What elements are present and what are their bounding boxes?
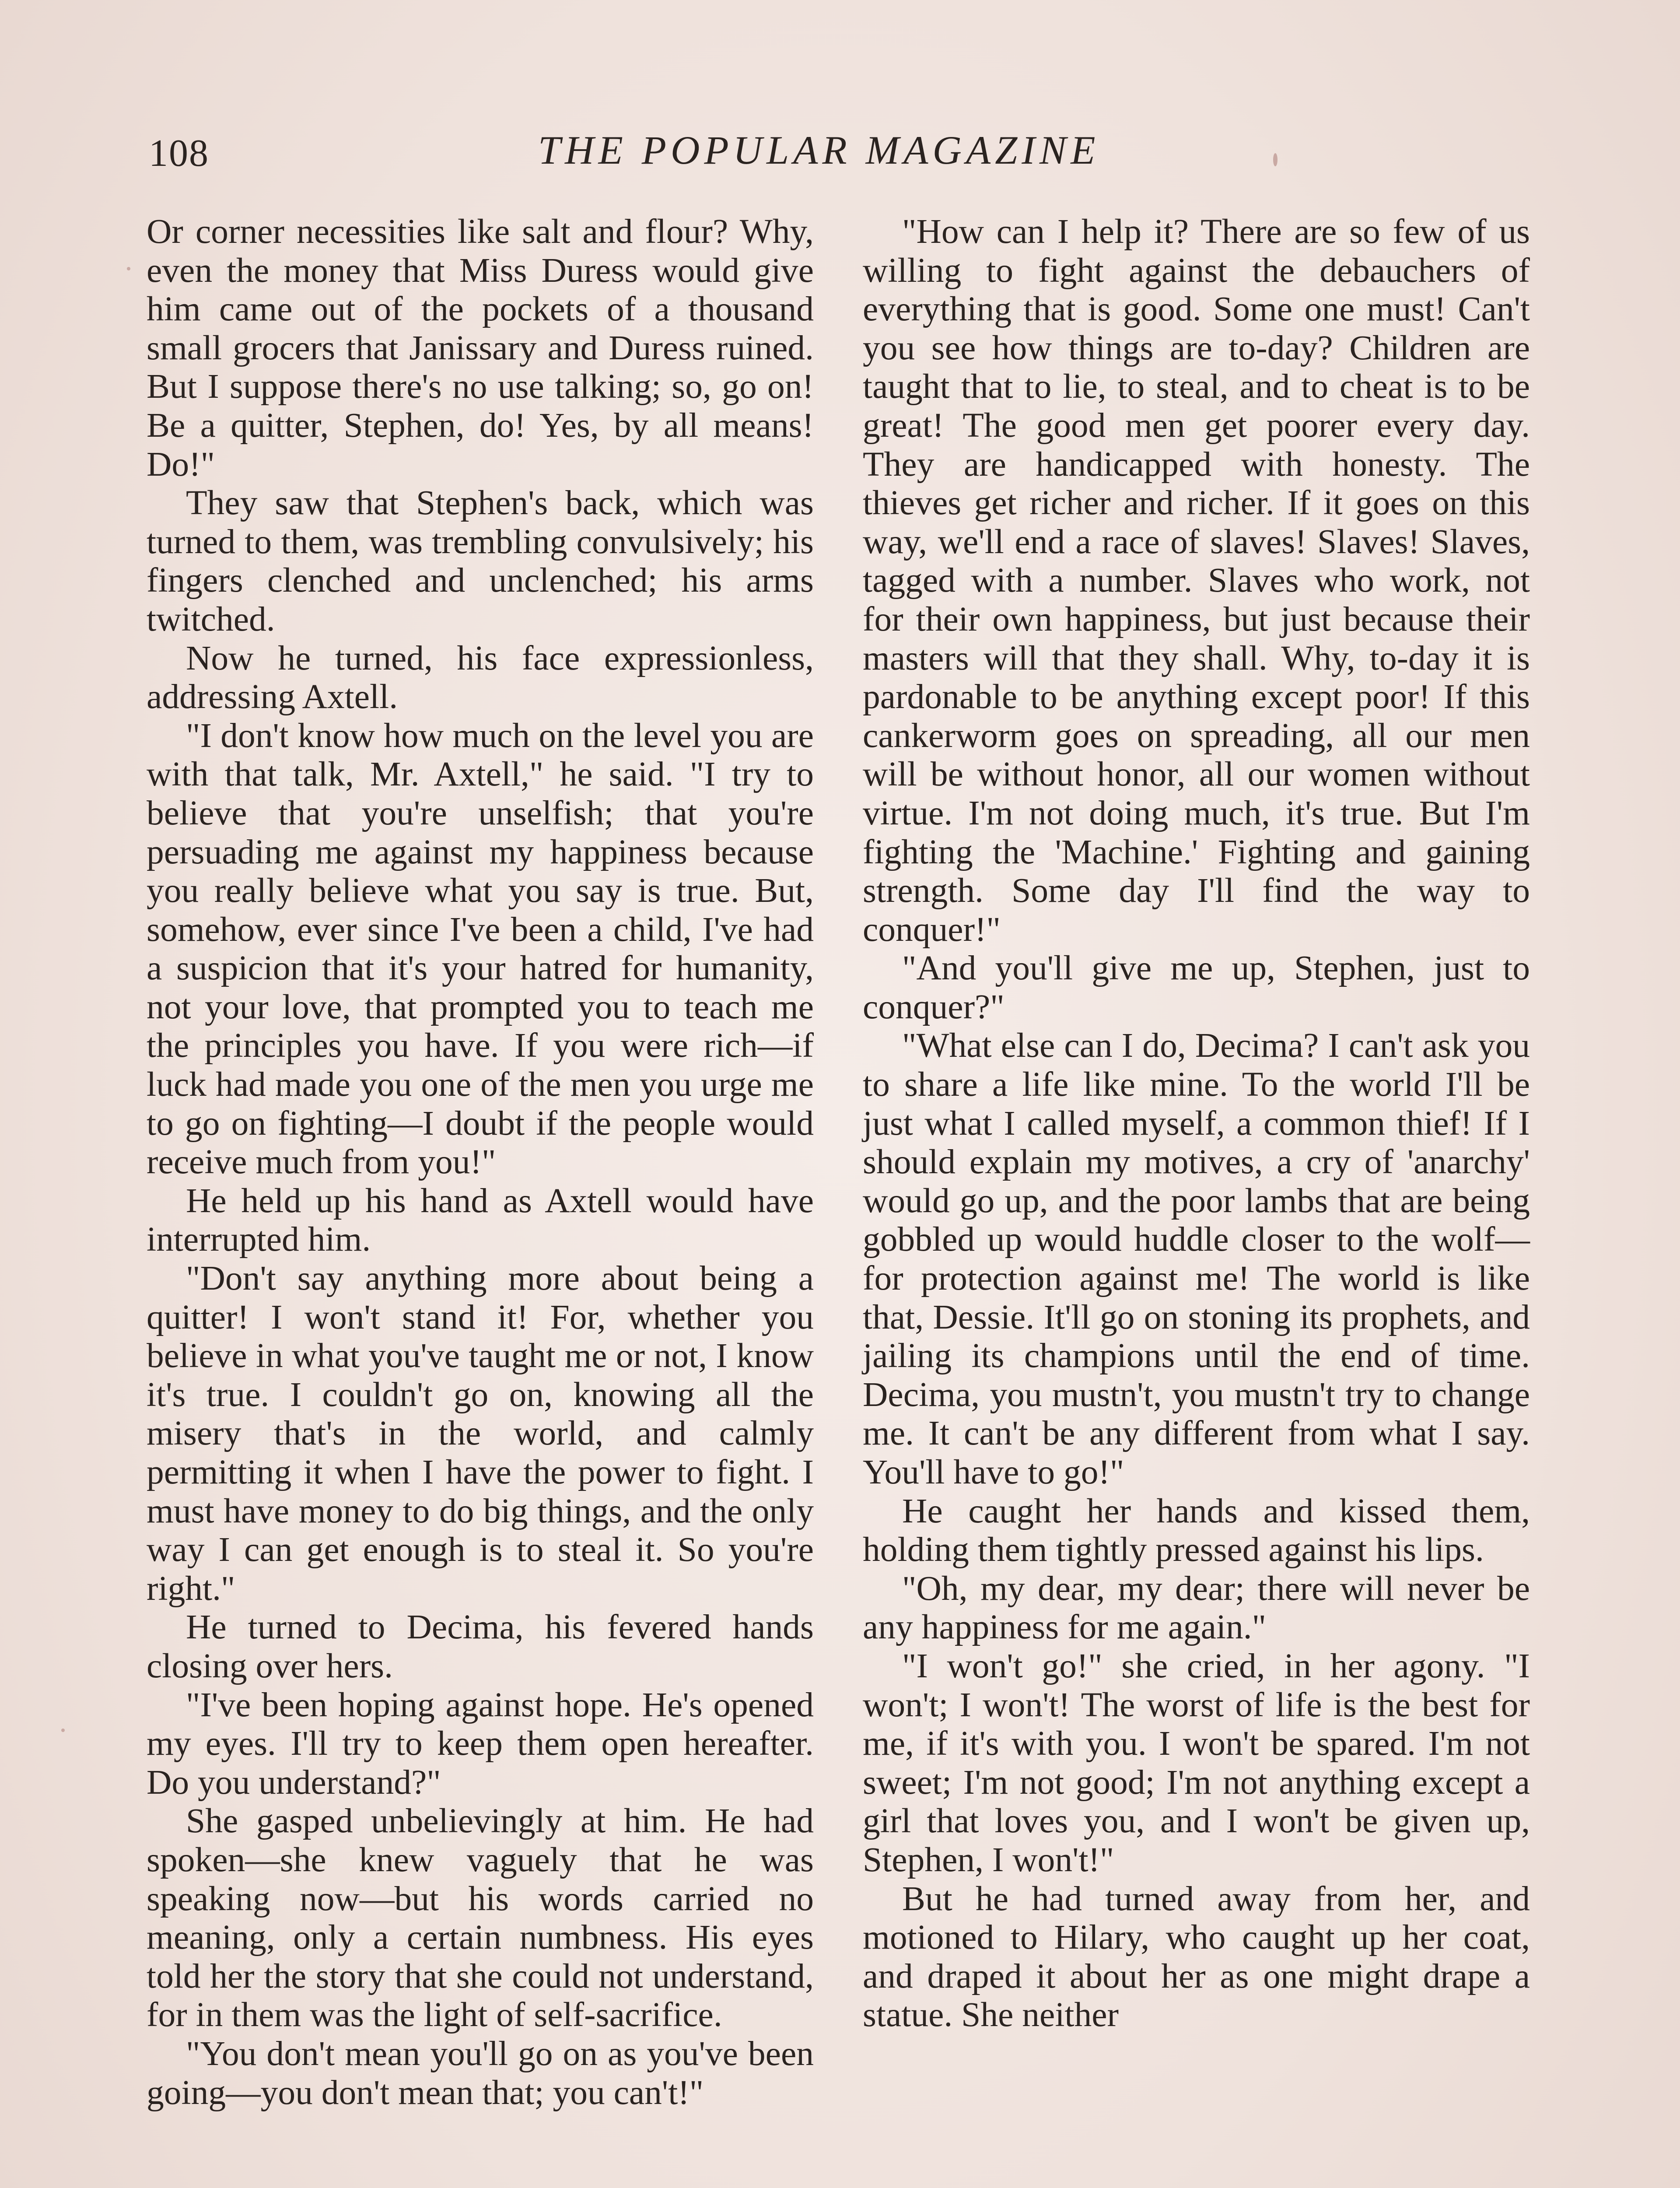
paragraph: They saw that Stephen's back, which was turned to them, was trembling convulsively; his fingers clenched and unclenched; his arms twitched. — [147, 484, 814, 638]
running-title: THE POPULAR MAGAZINE — [538, 128, 1100, 172]
paragraph: "And you'll give me up, Stephen, just to conquer?" — [863, 949, 1530, 1026]
paragraph: He held up his hand as Axtell would have interrupted him. — [147, 1181, 814, 1259]
paragraph: She gasped unbelievingly at him. He had spoken—she knew vaguely that he was speaking now—but his words carried no meaning, only a certain numbness. His eyes told her the story that she could not understand, for in them was the light of self-sacrifice. — [147, 1802, 814, 2034]
paragraph: Now he turned, his face expressionless, addressing Axtell. — [147, 638, 814, 716]
paragraph: "How can I help it? There are so few of us willing to fight against the debauchers of everything that is good. Some one must! Can't you see how things are to-day? Children are taught that to lie, to steal, and to cheat is to be great! The good men get poorer every day. They are handicapped with honesty. The thieves get richer and richer. If it goes on this way, we'll end a race of slaves! Slaves! Slaves, tagged with a number. Slaves who work, not for their own happiness, but just because their masters will that they shall. Why, to-day it is pardonable to be anything except poor! If this cankerworm goes on spreading, all our men will be without honor, all our women without virtue. I'm not doing much, it's true. But I'm fighting the 'Machine.' Fighting and gaining strength. Some day I'll find the way to conquer!" — [863, 212, 1530, 949]
paragraph: "Don't say anything more about being a quitter! I won't stand it! For, whether you believe in what you've taught me or not, I know it's true. I couldn't go on, knowing all the misery that's in the world, and calmly permitting it when I have the power to fight. I must have money to do big things, and the only way I can get enough is to steal it. So you're right." — [147, 1259, 814, 1608]
paragraph: "What else can I do, Decima? I can't ask you to share a life like mine. To the world I'll be just what I called myself, a common thief! If I should explain my motives, a cry of 'anarchy' would go up, and the poor lambs that are being gobbled up would huddle closer to the wolf—for protection against me! The world is like that, Dessie. It'll go on stoning its prophets, and jailing its champions until the end of time. Decima, you mustn't, you mustn't try to change me. It can't be any different from what I say. You'll have to go!" — [863, 1026, 1530, 1491]
right-column — [863, 212, 1530, 2034]
paragraph: He caught her hands and kissed them, holding them tightly pressed against his lips. — [863, 1491, 1530, 1569]
paper-speck — [1273, 153, 1278, 166]
paragraph: "I've been hoping against hope. He's opened my eyes. I'll try to keep them open hereafter. Do you understand?" — [147, 1685, 814, 1802]
paragraph: "Oh, my dear, my dear; there will never be any happiness for me again." — [863, 1569, 1530, 1647]
page-header — [0, 0, 1680, 228]
left-column — [147, 212, 814, 2112]
paper-speck — [127, 267, 130, 270]
page-number: 108 — [149, 132, 209, 175]
paragraph: "I don't know how much on the level you are with that talk, Mr. Axtell," he said. "I try to believe that you're unselfish; that you're persuading me against my happiness because you really believe what you say is true. But, somehow, ever since I've been a child, I've had a suspicion that it's your hatred for humanity, not your love, that prompted you to teach me the principles you have. If you were rich—if luck had made you one of the men you urge me to go on fighting—I doubt if the people would receive much from you!" — [147, 716, 814, 1182]
paragraph: "I won't go!" she cried, in her agony. "I won't; I won't! The worst of life is the best for me, if it's with you. I won't be spared. I'm not sweet; I'm not good; I'm not anything except a girl that loves you, and I won't be given up, Stephen, I won't!" — [863, 1646, 1530, 1879]
paragraph: But he had turned away from her, and motioned to Hilary, who caught up her coat, and draped it about her as one might drape a statue. She neither — [863, 1879, 1530, 2034]
paragraph: "You don't mean you'll go on as you've been going—you don't mean that; you can't!" — [147, 2034, 814, 2112]
paragraph: He turned to Decima, his fevered hands closing over hers. — [147, 1608, 814, 1685]
paper-speck — [61, 1729, 65, 1732]
paragraph: Or corner necessities like salt and flour? Why, even the money that Miss Duress would give him came out of the pockets of a thousand small grocers that Janissary and Duress ruined. But I suppose there's no use talking; so, go on! Be a quitter, Stephen, do! Yes, by all means! Do!" — [147, 212, 814, 484]
